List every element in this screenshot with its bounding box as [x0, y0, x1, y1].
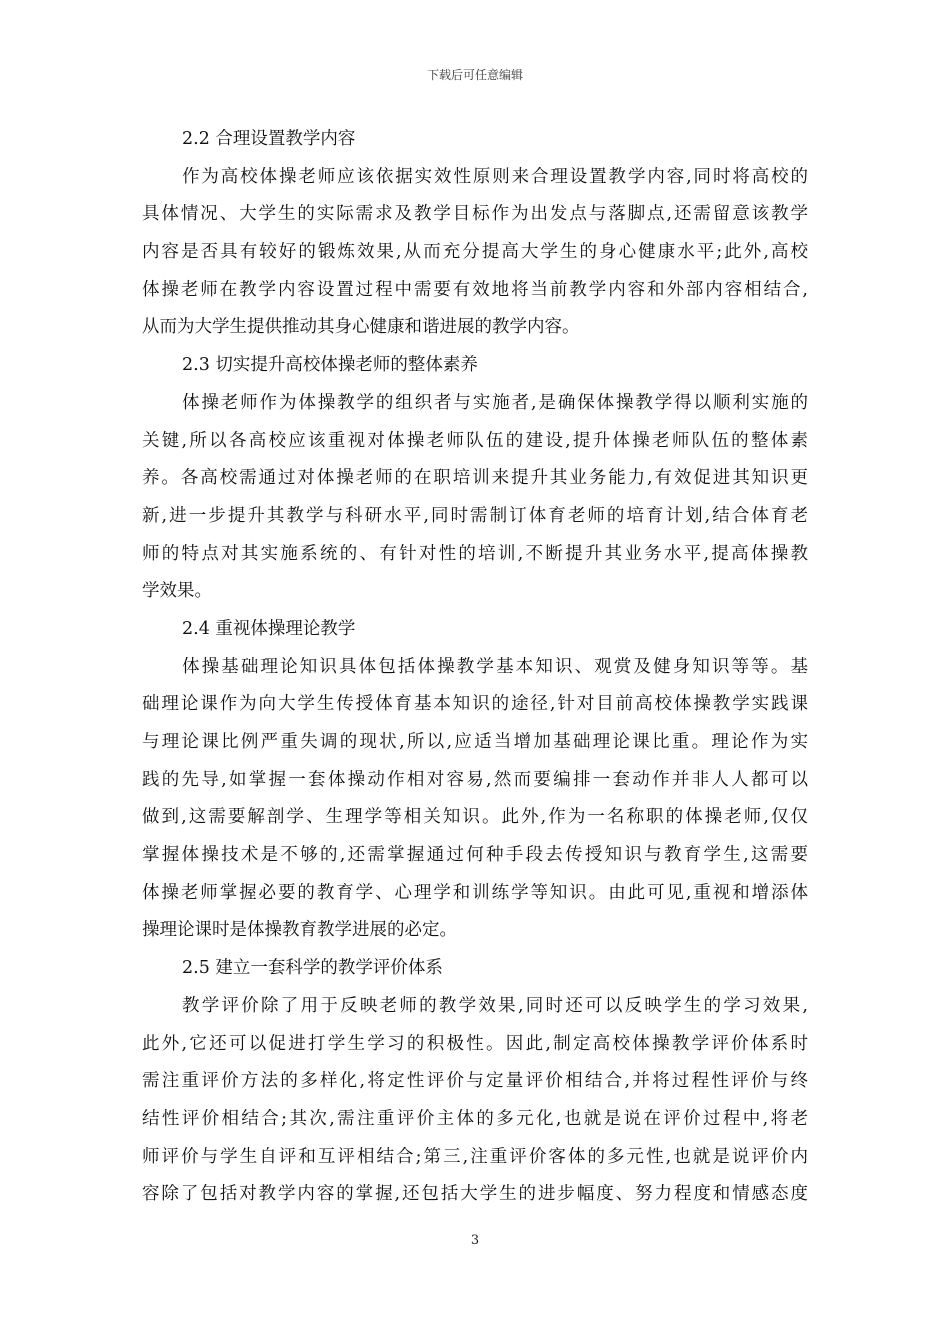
paragraph-line: 体操基础理论知识具体包括体操教学基本知识、观赏及健身知识等等。基 [182, 656, 808, 677]
paragraph-line: 体操老师在教学内容设置过程中需要有效地将当前教学内容和外部内容相结合, [142, 279, 808, 300]
document-body [142, 121, 808, 1214]
paragraph-line: 践的先导,如掌握一套体操动作相对容易,然而要编排一套动作并非人人都可以 [142, 769, 808, 790]
paragraph-line: 教学评价除了用于反映老师的教学效果,同时还可以反映学生的学习效果, [182, 995, 808, 1016]
paragraph-line: 内容是否具有较好的锻炼效果,从而充分提高大学生的身心健康水平;此外,高校 [142, 242, 808, 263]
paragraph-line: 此外,它还可以促进打学生学习的积极性。因此,制定高校体操教学评价体系时 [142, 1033, 808, 1054]
section-heading: 2.4 重视体操理论教学 [182, 618, 356, 639]
paragraph-line: 从而为大学生提供推动其身心健康和谐进展的教学内容。 [142, 317, 580, 338]
section-heading: 2.2 合理设置教学内容 [182, 129, 356, 149]
paragraph-line: 具体情况、大学生的实际需求及教学目标作为出发点与落脚点,还需留意该教学 [142, 204, 808, 225]
paragraph-line: 容除了包括对教学内容的掌握,还包括大学生的进步幅度、努力程度和情感态度 [142, 1184, 808, 1205]
paragraph-line: 关键,所以各高校应该重视对体操老师队伍的建设,提升体操老师队伍的整体素 [142, 430, 808, 451]
page-header: 下载后可任意编辑 [426, 68, 523, 82]
page-number: 3 [470, 1233, 480, 1248]
paragraph-line: 养。各高校需通过对体操老师的在职培训来提升其业务能力,有效促进其知识更 [142, 468, 808, 489]
paragraph-line: 体操老师作为体操教学的组织者与实施者,是确保体操教学得以顺利实施的 [182, 392, 808, 413]
paragraph-line: 师的特点对其实施系统的、有针对性的培训,不断提升其业务水平,提高体操教 [142, 543, 808, 564]
paragraph-line: 学效果。 [142, 581, 212, 602]
paragraph-line: 掌握体操技术是不够的,还需掌握通过何种手段去传授知识与教育学生,这需要 [142, 845, 808, 866]
paragraph-line: 结性评价相结合;其次,需注重评价主体的多元化,也就是说在评价过程中,将老 [142, 1108, 808, 1129]
paragraph-line: 师评价与学生自评和互评相结合;第三,注重评价客体的多元性,也就是说评价内 [142, 1146, 808, 1167]
paragraph-line: 础理论课作为向大学生传授体育基本知识的途径,针对目前高校体操教学实践课 [142, 694, 808, 715]
paragraph-line: 操理论课时是体操教育教学进展的必定。 [142, 920, 457, 941]
paragraph-line: 新,进一步提升其教学与科研水平,同时需制订体育老师的培育计划,结合体育老 [142, 505, 808, 526]
paragraph-line: 作为高校体操老师应该依据实效性原则来合理设置教学内容,同时将高校的 [182, 166, 808, 187]
section-heading: 2.3 切实提升高校体操老师的整体素养 [182, 355, 478, 376]
paragraph-line: 做到,这需要解剖学、生理学等相关知识。此外,作为一名称职的体操老师,仅仅 [142, 807, 808, 828]
paragraph-line: 与理论课比例严重失调的现状,所以,应适当增加基础理论课比重。理论作为实 [142, 732, 808, 752]
paragraph-line: 需注重评价方法的多样化,将定性评价与定量评价相结合,并将过程性评价与终 [142, 1071, 808, 1092]
paragraph-line: 体操老师掌握必要的教育学、心理学和训练学等知识。由此可见,重视和增添体 [142, 882, 808, 903]
section-heading: 2.5 建立一套科学的教学评价体系 [182, 958, 443, 979]
